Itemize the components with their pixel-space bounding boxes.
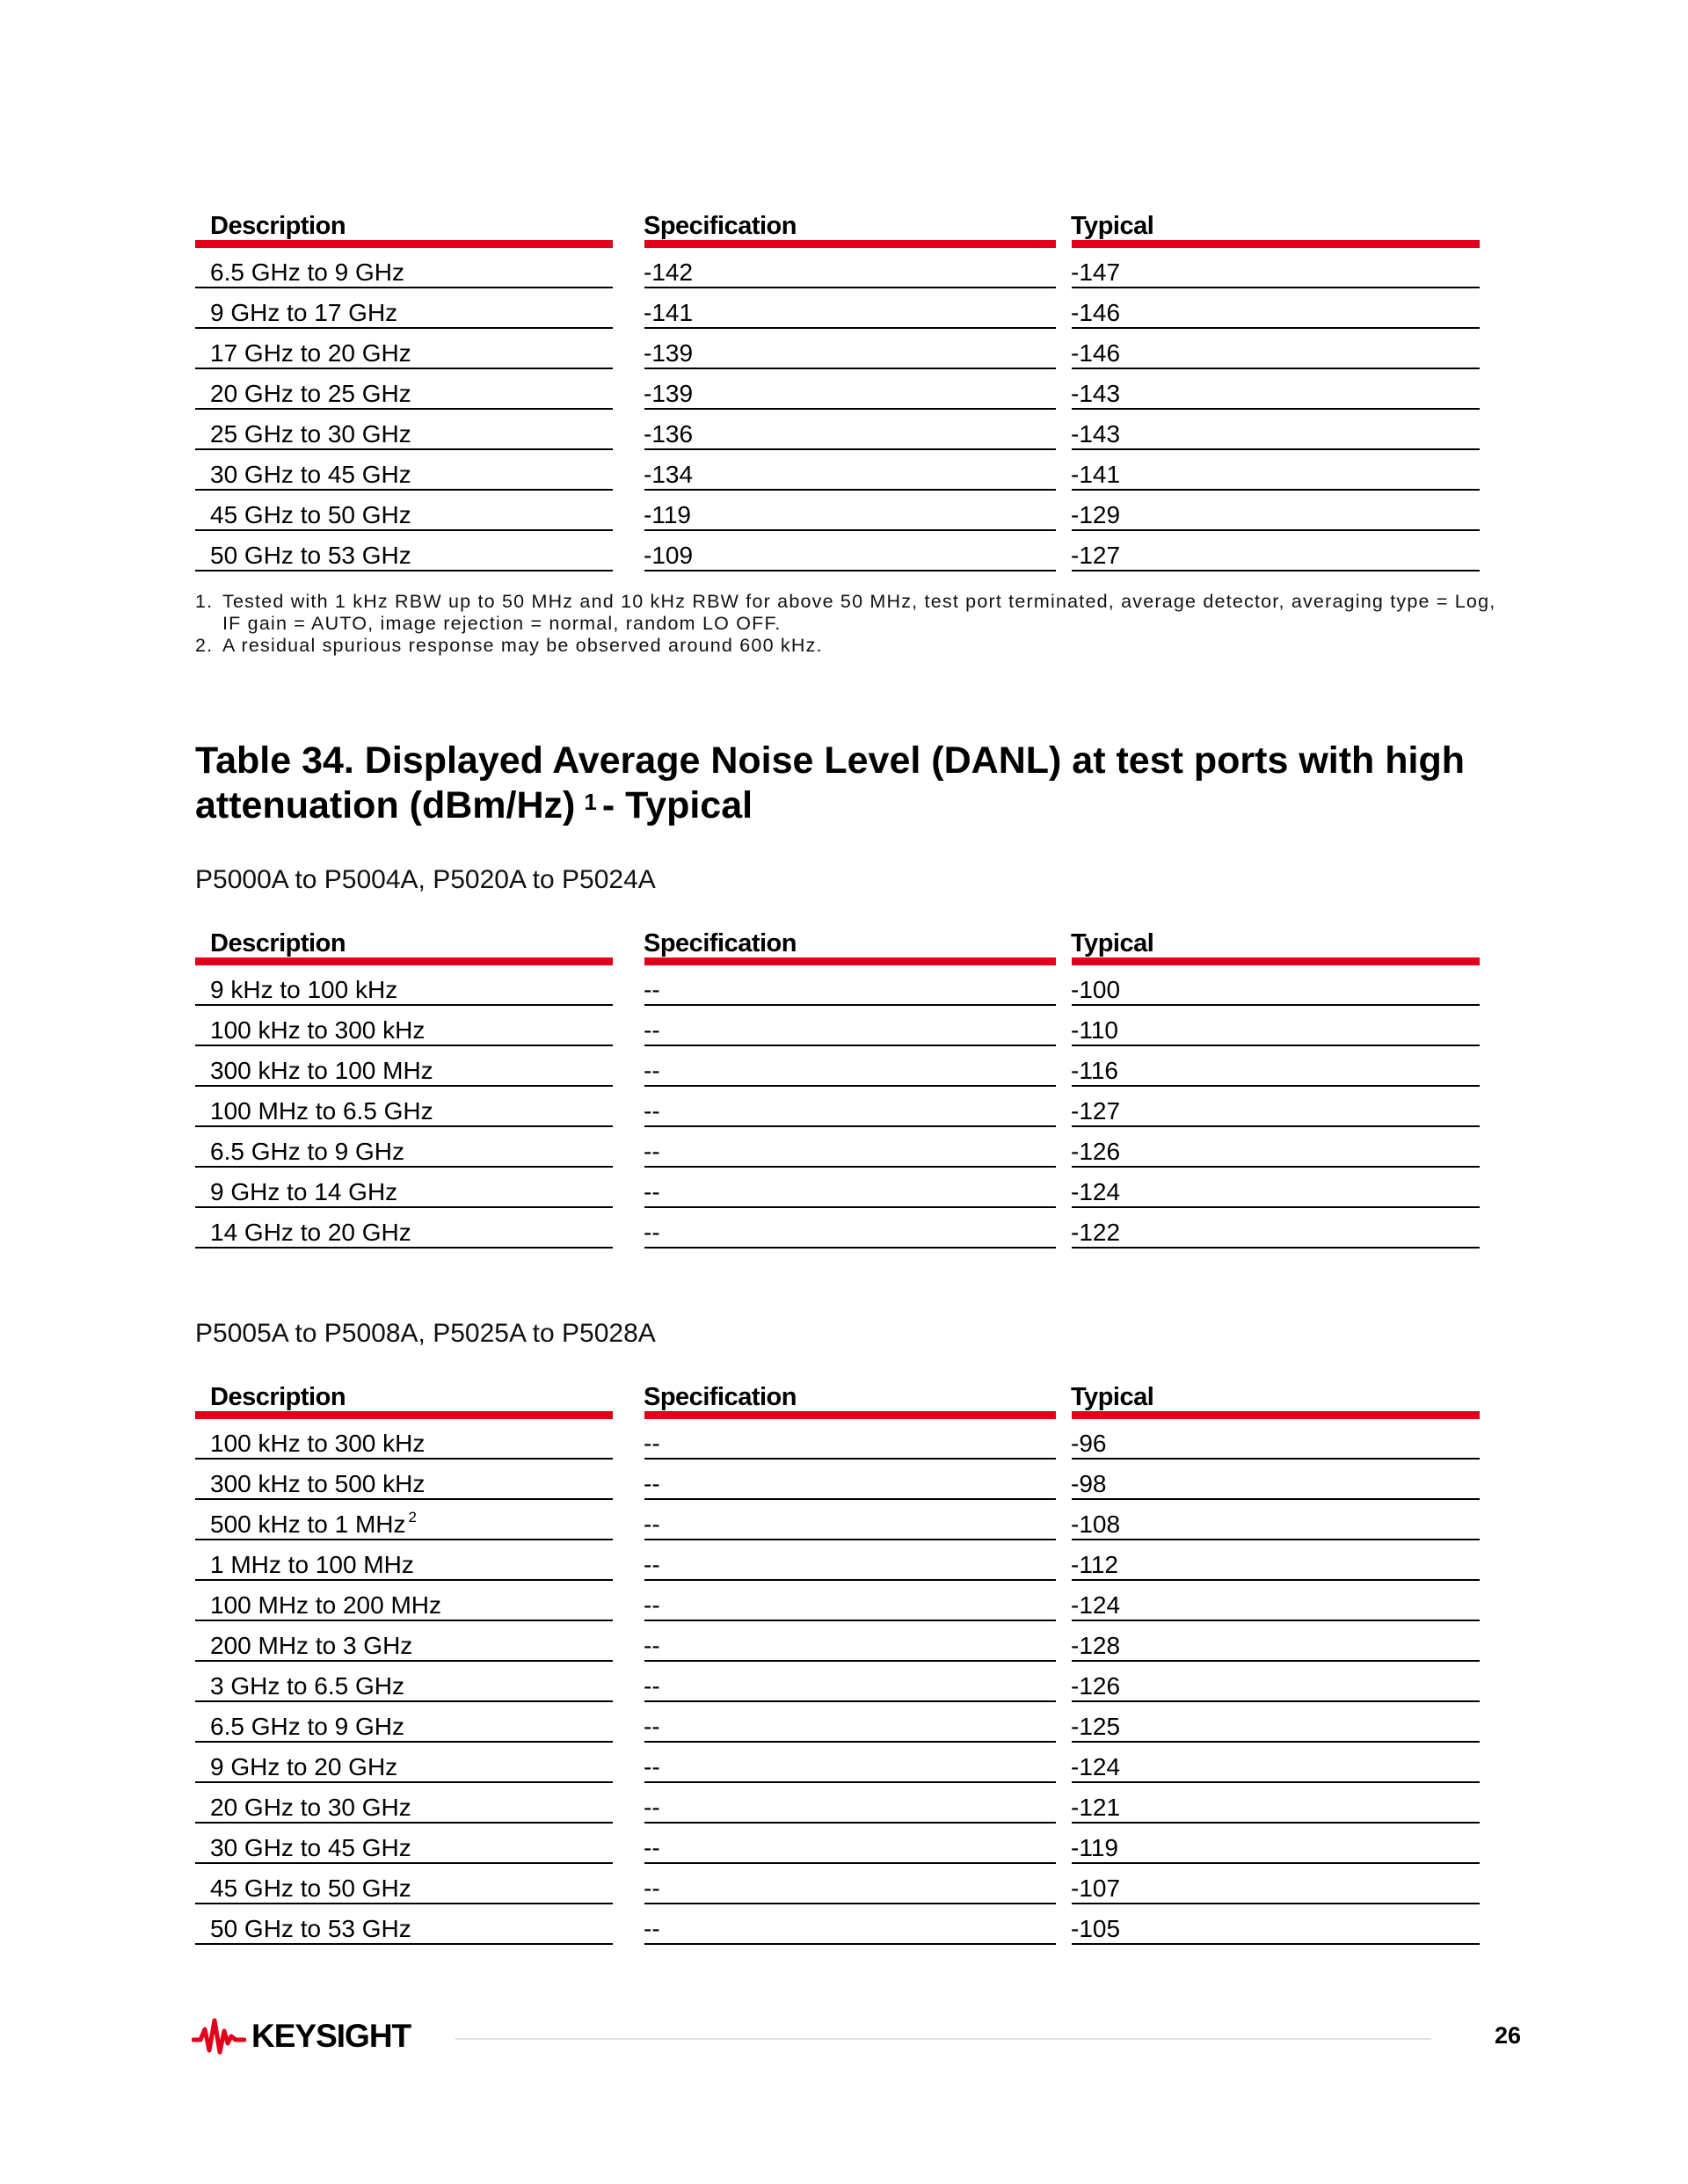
cell-text: -107 [1071, 1875, 1121, 1902]
cell-text: 100 MHz to 6.5 GHz [210, 1097, 433, 1125]
cell-text: 6.5 GHz to 9 GHz [210, 258, 404, 286]
table-row [195, 1662, 1480, 1702]
typical-cell [1056, 1864, 1480, 1904]
table-row [195, 531, 1480, 571]
cell-text: -119 [644, 501, 691, 528]
specification-cell [629, 491, 1056, 531]
cell-text: -134 [644, 461, 694, 488]
cell-text: -- [644, 1753, 660, 1780]
table-row [195, 1743, 1480, 1783]
cell-text: -141 [644, 299, 694, 326]
section-b-subtitle: P5005A to P5008A, P5025A to P5028A [195, 1319, 656, 1348]
cell-text: -124 [1071, 1753, 1121, 1780]
table-row [195, 1500, 1480, 1540]
description-cell [195, 248, 629, 288]
cell-text: -- [644, 1672, 660, 1700]
specification-cell [629, 1127, 1056, 1168]
typical-cell [1056, 1500, 1480, 1540]
table-row [195, 450, 1480, 491]
table-row [195, 1581, 1480, 1621]
cell-text: -146 [1071, 339, 1121, 367]
specification-cell [629, 1419, 1056, 1460]
cell-text: -96 [1071, 1430, 1107, 1457]
table-header-row [195, 1373, 1480, 1419]
typical-cell [1056, 1743, 1480, 1783]
column-header-typical: Typical [1056, 1373, 1480, 1419]
cell-text: 1 MHz to 100 MHz [210, 1551, 414, 1578]
description-cell [195, 1702, 629, 1743]
cell-text: -139 [644, 380, 694, 407]
cell-text: -141 [1071, 461, 1121, 488]
description-cell [195, 288, 629, 329]
cell-text: -- [644, 1178, 660, 1205]
description-cell [195, 1783, 629, 1824]
cell-text: -- [644, 1430, 660, 1457]
cell-text: -147 [1071, 258, 1121, 286]
cell-text: -- [644, 1915, 660, 1942]
description-cell [195, 965, 629, 1006]
table-34-title [195, 739, 1567, 828]
cell-text: 6.5 GHz to 9 GHz [210, 1138, 404, 1165]
table-row [195, 410, 1480, 450]
cell-text: 300 kHz to 500 kHz [210, 1470, 426, 1497]
typical-cell [1056, 1006, 1480, 1046]
description-cell [195, 1046, 629, 1087]
cell-text: -- [644, 1875, 660, 1902]
description-cell [195, 1824, 629, 1864]
table-row [195, 1127, 1480, 1168]
table-row [195, 329, 1480, 369]
table-row [195, 288, 1480, 329]
specification-cell [629, 1702, 1056, 1743]
table-row [195, 1087, 1480, 1127]
description-cell [195, 1460, 629, 1500]
typical-cell [1056, 450, 1480, 491]
footnote-1 [195, 591, 1496, 635]
specification-cell [629, 1864, 1056, 1904]
cell-text: -143 [1071, 420, 1121, 448]
cell-text: -142 [644, 258, 694, 286]
cell-text: 9 GHz to 17 GHz [210, 299, 398, 326]
typical-cell [1056, 410, 1480, 450]
cell-text: 45 GHz to 50 GHz [210, 501, 411, 528]
specification-cell [629, 329, 1056, 369]
specification-cell [629, 1006, 1056, 1046]
specification-cell [629, 1460, 1056, 1500]
table-row [195, 1540, 1480, 1581]
cell-text: 200 MHz to 3 GHz [210, 1632, 413, 1659]
table-row [195, 1208, 1480, 1249]
cell-text: 100 kHz to 300 kHz [210, 1016, 426, 1044]
cell-text: 9 GHz to 14 GHz [210, 1178, 398, 1205]
specification-cell [629, 1540, 1056, 1581]
specification-cell [629, 965, 1056, 1006]
cell-text: -124 [1071, 1178, 1121, 1205]
description-cell [195, 531, 629, 571]
cell-text: -- [644, 1632, 660, 1659]
column-header-description: Description [195, 1373, 629, 1419]
cell-text: 20 GHz to 25 GHz [210, 380, 411, 407]
specification-cell [629, 531, 1056, 571]
typical-cell [1056, 491, 1480, 531]
table-row [195, 1621, 1480, 1662]
typical-cell [1056, 1540, 1480, 1581]
table-row [195, 965, 1480, 1006]
description-cell [195, 1540, 629, 1581]
table-row [195, 491, 1480, 531]
cell-text: -146 [1071, 299, 1121, 326]
specification-cell [629, 450, 1056, 491]
cell-text: -- [644, 1470, 660, 1497]
specification-cell [629, 1904, 1056, 1945]
typical-cell [1056, 531, 1480, 571]
cell-text: 300 kHz to 100 MHz [210, 1057, 433, 1084]
footnotes [195, 591, 1496, 657]
column-header-typical: Typical [1056, 920, 1480, 965]
cell-text: -139 [644, 339, 694, 367]
cell-text: 30 GHz to 45 GHz [210, 461, 411, 488]
specification-cell [629, 288, 1056, 329]
footnote-2 [195, 635, 1496, 657]
specification-cell [629, 1581, 1056, 1621]
cell-text: -- [644, 976, 660, 1003]
description-cell [195, 410, 629, 450]
typical-cell [1056, 369, 1480, 410]
specification-cell [629, 410, 1056, 450]
table-row [195, 1702, 1480, 1743]
column-header-description: Description [195, 920, 629, 965]
description-cell [195, 1864, 629, 1904]
table-title-main: Table 34. Displayed Average Noise Level (DANL) at test ports with high attenuation (dBm/Hz) [195, 739, 1466, 826]
keysight-wave-icon [192, 2017, 246, 2056]
typical-cell [1056, 1824, 1480, 1864]
description-cell [195, 1006, 629, 1046]
table-header-row [195, 920, 1480, 965]
description-cell [195, 1127, 629, 1168]
table-row [195, 1006, 1480, 1046]
cell-text: 30 GHz to 45 GHz [210, 1834, 411, 1861]
cell-text: -127 [1071, 542, 1121, 569]
column-header-specification: Specification [629, 1373, 1056, 1419]
specification-cell [629, 1783, 1056, 1824]
cell-text: 3 GHz to 6.5 GHz [210, 1672, 404, 1700]
table-row [195, 1864, 1480, 1904]
cell-text: -- [644, 1551, 660, 1578]
cell-text: 50 GHz to 53 GHz [210, 542, 411, 569]
spec-table-continued [195, 202, 1480, 571]
spec-table-section-a [195, 920, 1480, 1249]
cell-text: -125 [1071, 1713, 1121, 1740]
table-row [195, 248, 1480, 288]
typical-cell [1056, 1621, 1480, 1662]
table-row [195, 1904, 1480, 1945]
cell-text: -126 [1071, 1138, 1121, 1165]
typical-cell [1056, 248, 1480, 288]
description-cell [195, 450, 629, 491]
specification-cell [629, 1168, 1056, 1208]
description-cell [195, 1168, 629, 1208]
cell-text: -100 [1071, 976, 1121, 1003]
specification-cell [629, 1743, 1056, 1783]
description-cell [195, 1662, 629, 1702]
footnote-text: A residual spurious response may be observed around 600 kHz. [222, 635, 823, 656]
cell-text: -- [644, 1713, 660, 1740]
keysight-logo [192, 2015, 411, 2057]
description-cell [195, 491, 629, 531]
cell-text: -121 [1071, 1794, 1121, 1821]
footnote-mark: 2 [408, 1509, 417, 1525]
specification-cell [629, 1208, 1056, 1249]
description-cell [195, 1743, 629, 1783]
cell-text: -- [644, 1016, 660, 1044]
cell-text: -98 [1071, 1470, 1107, 1497]
typical-cell [1056, 1783, 1480, 1824]
cell-text: -- [644, 1219, 660, 1246]
typical-cell [1056, 329, 1480, 369]
cell-text: -129 [1071, 501, 1121, 528]
specification-cell [629, 248, 1056, 288]
description-cell [195, 329, 629, 369]
table-title-footnote-mark: 1 [584, 789, 597, 815]
description-cell [195, 1208, 629, 1249]
specification-cell [629, 1621, 1056, 1662]
typical-cell [1056, 1581, 1480, 1621]
cell-text: -- [644, 1057, 660, 1084]
cell-text: 100 kHz to 300 kHz [210, 1430, 426, 1457]
footnote-number: 1. [195, 591, 214, 612]
table-title-suffix: - Typical [601, 784, 753, 826]
typical-cell [1056, 1208, 1480, 1249]
cell-text: 100 MHz to 200 MHz [210, 1591, 441, 1619]
cell-text: -119 [1071, 1834, 1118, 1861]
typical-cell [1056, 1904, 1480, 1945]
table-header-row [195, 202, 1480, 248]
typical-cell [1056, 1046, 1480, 1087]
column-header-specification: Specification [629, 920, 1056, 965]
specification-cell [629, 369, 1056, 410]
brand-name: KEYSIGHT [251, 2018, 411, 2054]
cell-text: -122 [1071, 1219, 1121, 1246]
cell-text: -108 [1071, 1511, 1121, 1538]
table-row [195, 1419, 1480, 1460]
footnote-text: Tested with 1 kHz RBW up to 50 MHz and 10 kHz RBW for above 50 MHz, test port terminated, average detector, averaging type = Log, IF gain = AUTO, image rejection = normal, random LO OFF. [222, 591, 1496, 634]
description-cell [195, 1621, 629, 1662]
typical-cell [1056, 965, 1480, 1006]
page-number: 26 [1494, 2022, 1521, 2049]
cell-text: -- [644, 1138, 660, 1165]
description-cell [195, 1904, 629, 1945]
footer-divider [455, 2038, 1431, 2040]
typical-cell [1056, 288, 1480, 329]
cell-text: 9 GHz to 20 GHz [210, 1753, 398, 1780]
description-cell [195, 1419, 629, 1460]
specification-cell [629, 1500, 1056, 1540]
cell-text: -109 [644, 542, 694, 569]
cell-text: -143 [1071, 380, 1121, 407]
column-header-specification: Specification [629, 202, 1056, 248]
table-row [195, 1824, 1480, 1864]
table-row [195, 1168, 1480, 1208]
cell-text: 25 GHz to 30 GHz [210, 420, 411, 448]
section-a-subtitle: P5000A to P5004A, P5020A to P5024A [195, 865, 656, 894]
spec-table-section-b [195, 1373, 1480, 1945]
typical-cell [1056, 1127, 1480, 1168]
cell-text: -127 [1071, 1097, 1121, 1125]
cell-text: 9 kHz to 100 kHz [210, 976, 398, 1003]
cell-text: -136 [644, 420, 694, 448]
typical-cell [1056, 1419, 1480, 1460]
column-header-description: Description [195, 202, 629, 248]
typical-cell [1056, 1702, 1480, 1743]
cell-text: -110 [1071, 1016, 1118, 1044]
cell-text: -116 [1071, 1057, 1118, 1084]
typical-cell [1056, 1460, 1480, 1500]
cell-text: 20 GHz to 30 GHz [210, 1794, 411, 1821]
cell-text: -- [644, 1794, 660, 1821]
description-cell [195, 1581, 629, 1621]
cell-text: -- [644, 1511, 660, 1538]
cell-text: 50 GHz to 53 GHz [210, 1915, 411, 1942]
cell-text: 17 GHz to 20 GHz [210, 339, 411, 367]
cell-text: 6.5 GHz to 9 GHz [210, 1713, 404, 1740]
cell-text: -- [644, 1591, 660, 1619]
column-header-typical: Typical [1056, 202, 1480, 248]
footnote-number: 2. [195, 635, 214, 656]
table-row [195, 369, 1480, 410]
description-cell [195, 369, 629, 410]
cell-text: -- [644, 1097, 660, 1125]
specification-cell [629, 1824, 1056, 1864]
cell-text: -105 [1071, 1915, 1121, 1942]
table-row [195, 1046, 1480, 1087]
cell-text: -- [644, 1834, 660, 1861]
cell-text: -124 [1071, 1591, 1121, 1619]
description-cell [195, 1500, 629, 1540]
cell-text: -126 [1071, 1672, 1121, 1700]
cell-text: 500 kHz to 1 MHz [210, 1511, 406, 1538]
cell-text: -128 [1071, 1632, 1121, 1659]
specification-cell [629, 1087, 1056, 1127]
typical-cell [1056, 1662, 1480, 1702]
cell-text: -112 [1071, 1551, 1118, 1578]
specification-cell [629, 1662, 1056, 1702]
table-row [195, 1460, 1480, 1500]
table-row [195, 1783, 1480, 1824]
specification-cell [629, 1046, 1056, 1087]
typical-cell [1056, 1168, 1480, 1208]
cell-text: 45 GHz to 50 GHz [210, 1875, 411, 1902]
cell-text: 14 GHz to 20 GHz [210, 1219, 411, 1246]
description-cell [195, 1087, 629, 1127]
typical-cell [1056, 1087, 1480, 1127]
